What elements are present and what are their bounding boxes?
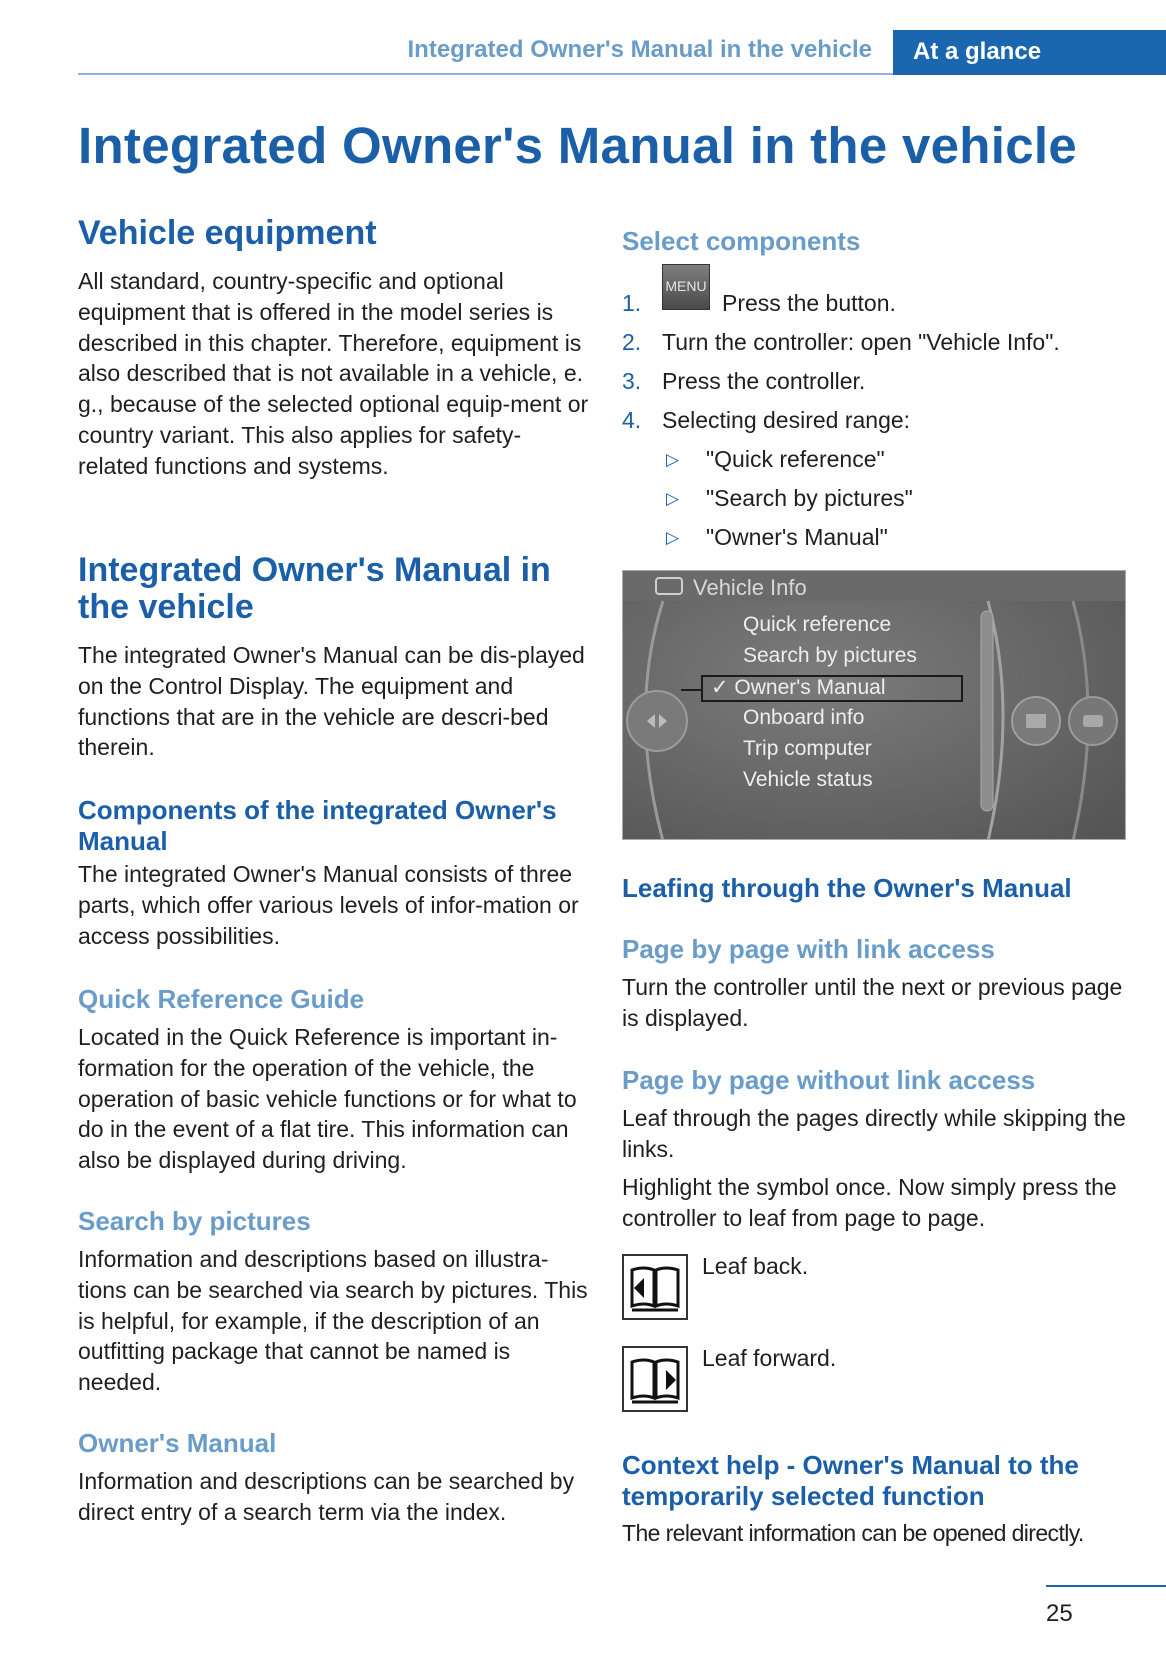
- heading-page-with-link: Page by page with link access: [622, 934, 995, 964]
- heading-search-by-pictures: Search by pictures: [78, 1206, 311, 1236]
- option-text: "Owner's Manual": [706, 524, 888, 550]
- paragraph-page-without-link-2: Highlight the symbol once. Now simply press the controller to leaf from page to page.: [622, 1174, 1117, 1231]
- step-number: 3.: [622, 368, 642, 394]
- heading-quick-reference: Quick Reference Guide: [78, 984, 365, 1014]
- step-text: Turn the controller: open "Vehicle Info".: [662, 329, 1060, 355]
- paragraph-page-without-link-1: Leaf through the pages directly while skipping the links.: [622, 1105, 1126, 1162]
- heading-select-components: Select components: [622, 226, 861, 256]
- option-text: "Quick reference": [706, 446, 885, 472]
- screen-item-owners-manual: ✓ Owner's Manual: [711, 676, 886, 699]
- heading-owners-manual: Owner's Manual: [78, 1428, 277, 1458]
- screen-item-trip-computer: Trip computer: [743, 737, 872, 760]
- heading-context-help: Context help - Owner's Manual to the temporarily selected function: [622, 1450, 1079, 1511]
- heading-page-without-link: Page by page without link access: [622, 1065, 1036, 1095]
- header-divider: [78, 73, 893, 75]
- bullet-triangle-icon: ▷: [666, 450, 680, 469]
- paragraph-quick-reference: Located in the Quick Reference is important in-formation for the operation of the vehicle, the operation of basic vehicle functions or for what to do in the event of a flat tire. This information can also be displayed during driving.: [78, 1024, 577, 1174]
- chapter-tab: At a glance: [893, 30, 1166, 75]
- screen-background-graphic: [623, 571, 1126, 840]
- option-text: "Search by pictures": [706, 485, 913, 511]
- paragraph-owners-manual: Information and descriptions can be searched by direct entry of a search term via the index.: [78, 1468, 575, 1525]
- step-text: Press the controller.: [662, 368, 866, 394]
- step-number: 1.: [622, 290, 642, 316]
- step-number: 2.: [622, 329, 642, 355]
- control-display-screenshot: [622, 570, 1126, 840]
- page-number: 25: [1046, 1600, 1073, 1627]
- leaf-back-icon: [622, 1254, 688, 1320]
- bullet-triangle-icon: ▷: [666, 528, 680, 547]
- page-number-rule: [1046, 1585, 1166, 1587]
- step-number: 4.: [622, 407, 642, 433]
- screen-item-onboard-info: Onboard info: [743, 706, 865, 729]
- paragraph-search-by-pictures: Information and descriptions based on illustra-tions can be searched via search by pictures. This is helpful, for example, if the description of an outfitting package that cannot be named is needed.: [78, 1246, 588, 1396]
- running-header-section: Integrated Owner's Manual in the vehicle: [407, 36, 872, 63]
- paragraph-vehicle-equipment: All standard, country-specific and optional equipment that is offered in the model series is described in this chapter. Therefore, equipment is also described that is not available in a vehicle, e. g., because of the selected optional equip-ment or country variant. This also applies for safety-related functions and systems.: [78, 268, 589, 479]
- leaf-back-label: Leaf back.: [702, 1253, 809, 1279]
- paragraph-page-with-link: Turn the controller until the next or previous page is displayed.: [622, 974, 1123, 1031]
- screen-item-quick-reference: Quick reference: [743, 613, 892, 636]
- paragraph-integrated-manual: The integrated Owner's Manual can be dis-played on the Control Display. The equipment and functions that are in the vehicle are descri-bed therein.: [78, 642, 585, 761]
- paragraph-components: The integrated Owner's Manual consists of three parts, which offer various levels of infor-mation or access possibilities.: [78, 861, 579, 949]
- leaf-forward-icon: [622, 1346, 688, 1412]
- screen-item-vehicle-status: Vehicle status: [743, 768, 873, 791]
- step-text: Selecting desired range:: [662, 407, 911, 433]
- heading-integrated-manual: Integrated Owner's Manual in the vehicle: [78, 551, 551, 626]
- page-title: Integrated Owner's Manual in the vehicle: [78, 117, 1078, 174]
- heading-leafing: Leafing through the Owner's Manual: [622, 873, 1072, 903]
- menu-button-icon: MENU: [662, 264, 710, 310]
- bullet-triangle-icon: ▷: [666, 489, 680, 508]
- screen-item-search-by-pictures: Search by pictures: [743, 644, 917, 667]
- paragraph-context-help: The relevant information can be opened directly.: [622, 1520, 1084, 1546]
- leaf-forward-label: Leaf forward.: [702, 1345, 837, 1371]
- heading-vehicle-equipment: Vehicle equipment: [78, 214, 377, 252]
- step-text: Press the button.: [722, 290, 896, 316]
- screen-title: Vehicle Info: [693, 575, 807, 600]
- heading-components: Components of the integrated Owner's Manual: [78, 795, 557, 856]
